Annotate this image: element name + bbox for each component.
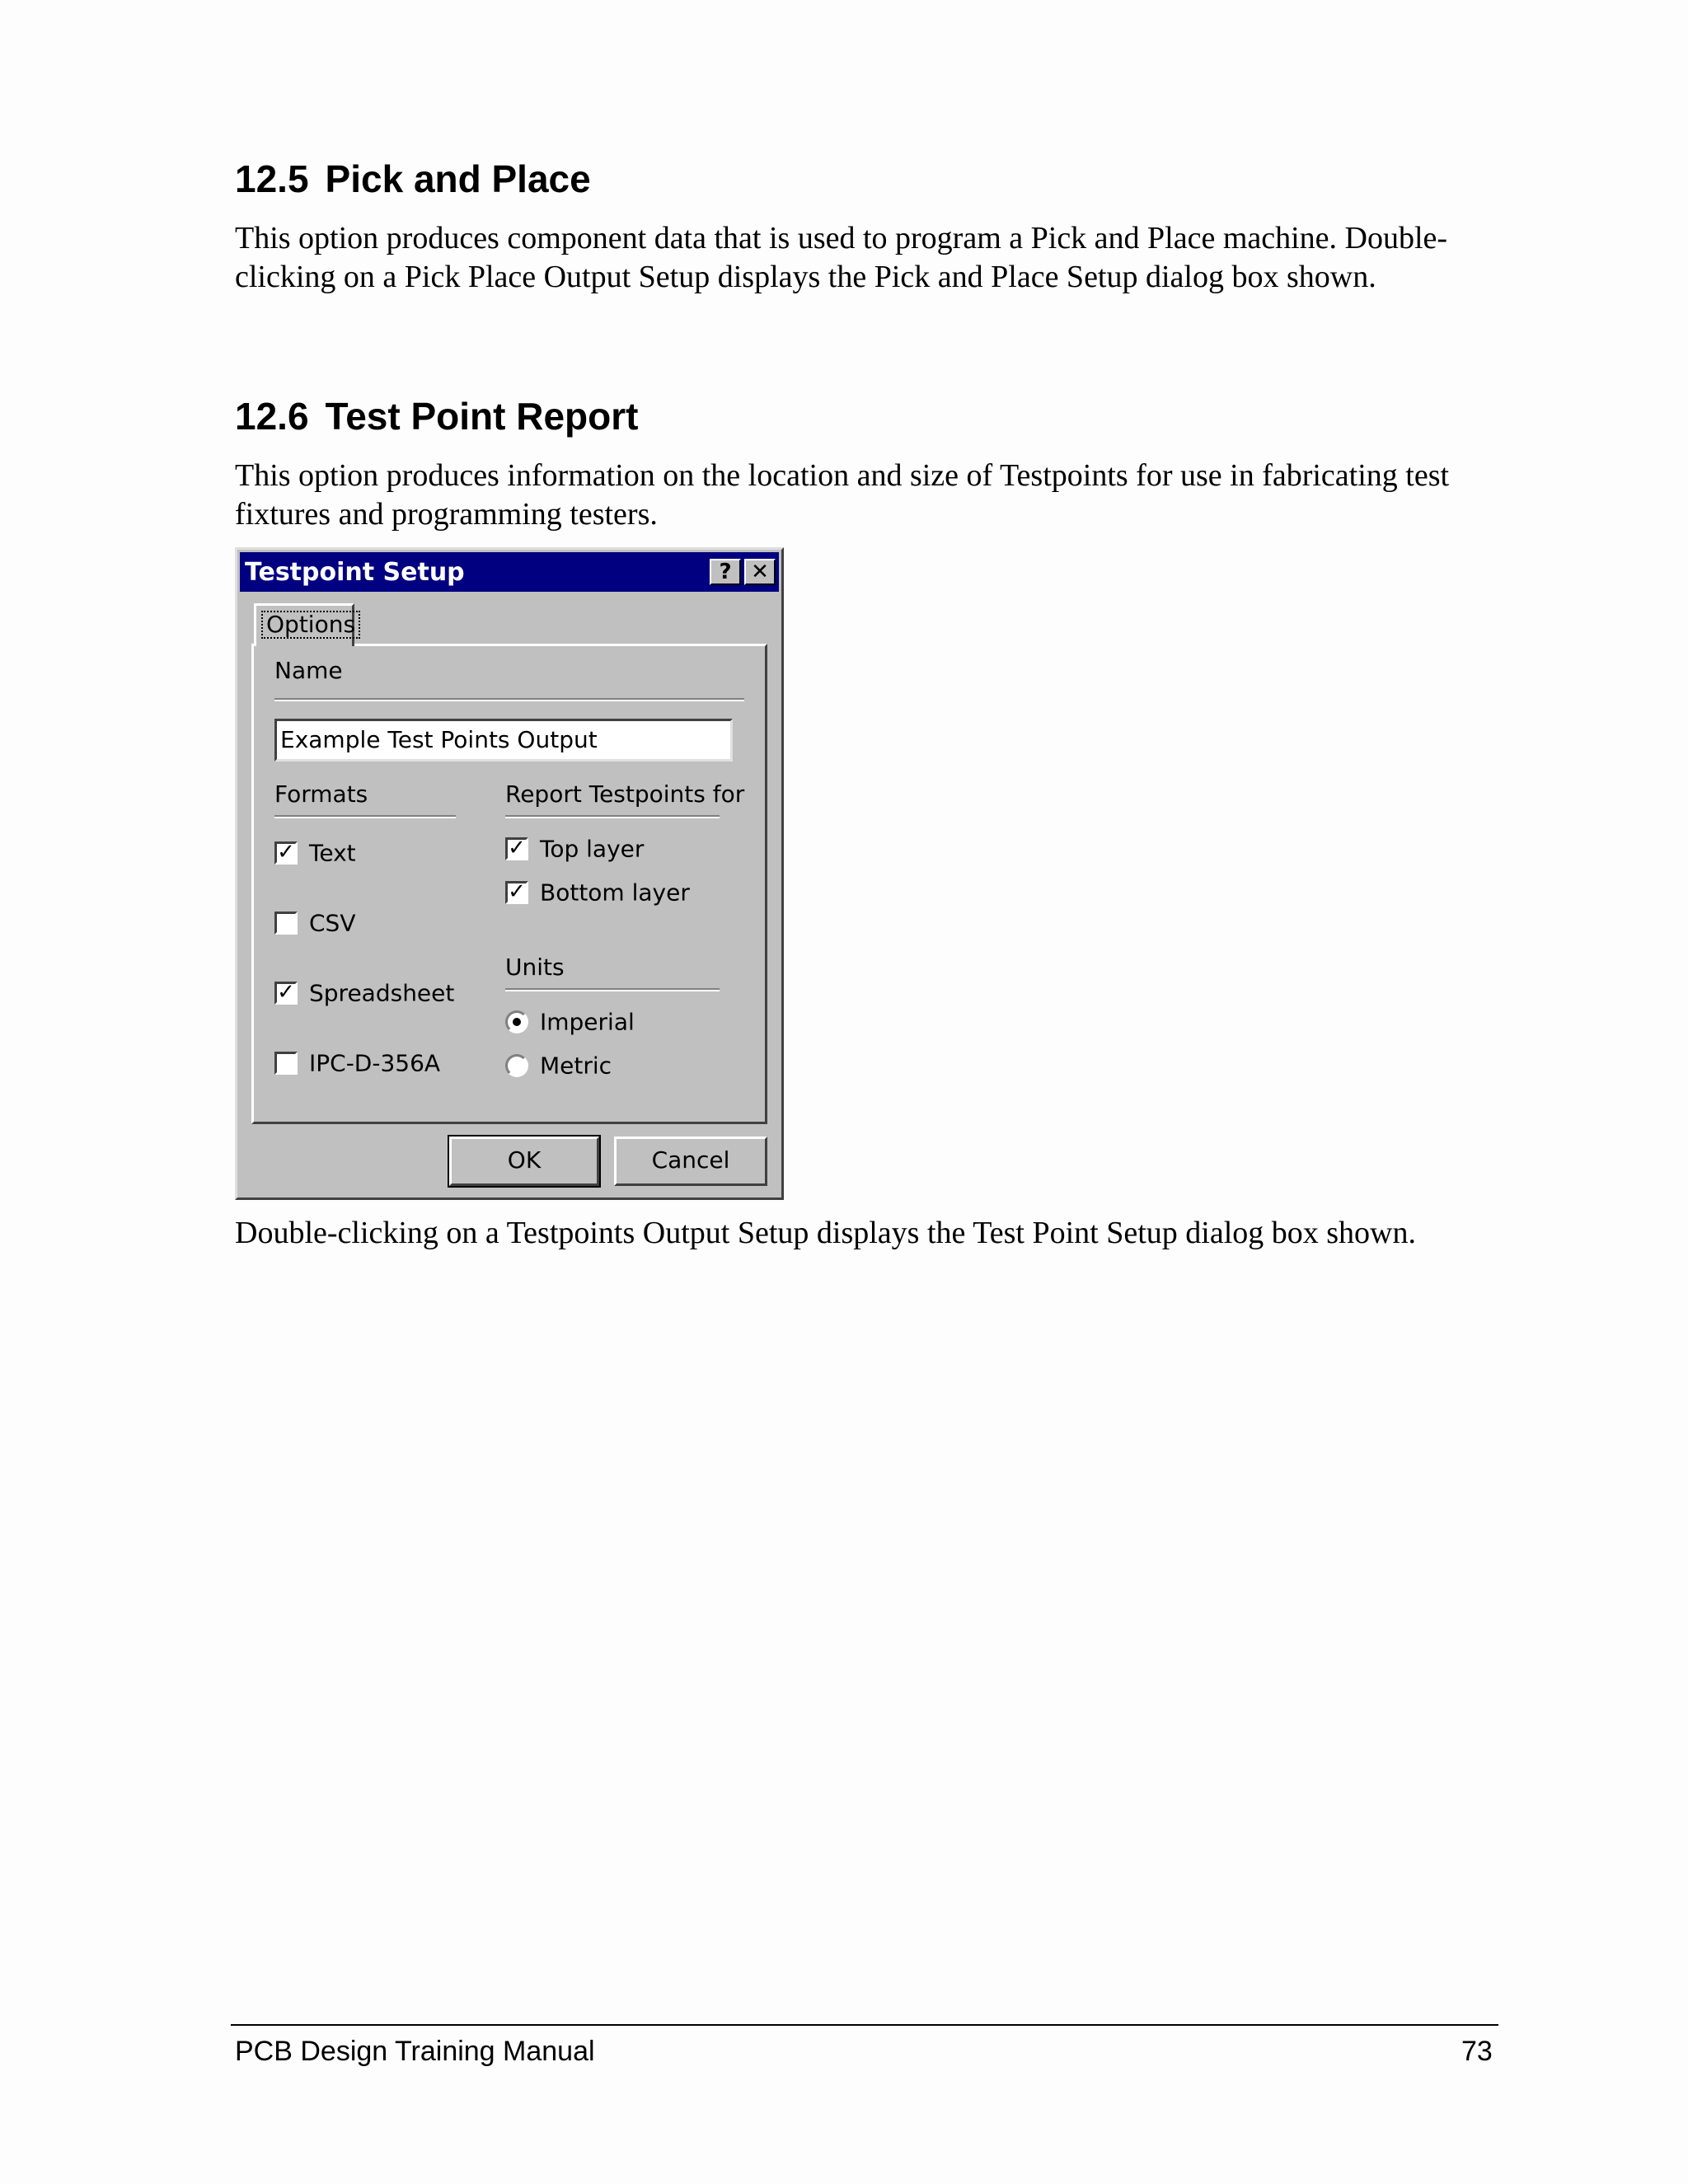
dialog-titlebar [240,552,779,592]
check-icon: ✓ [277,980,295,1005]
close-icon: ✕ [751,560,769,584]
section-12-5-body: This option produces component data that is used to program a Pick and Place machine. Double-clicking on a Pick Place Output Setup displays the Pick and Place Setup dialog box shown. [235,221,1448,294]
checkbox-box [274,1052,298,1075]
section-12-6-heading [235,394,638,438]
report-separator [505,815,720,818]
page-number: 73 [1461,2036,1493,2067]
radio-label: Imperial [540,1008,635,1036]
check-icon: ✓ [508,836,526,860]
help-button[interactable] [710,559,741,585]
cancel-button[interactable]: Cancel [614,1137,767,1186]
section-12-6-after-figure: Double-clicking on a Testpoints Output Setup displays the Test Point Setup dialog box shown. [235,1216,1416,1250]
formats-separator [274,815,456,818]
checkbox-box [274,841,298,865]
radio-circle [505,1010,528,1033]
radio-dot-icon [513,1018,521,1026]
spreadsheet-checkbox[interactable] [274,978,454,1008]
checkbox-box [505,837,528,860]
check-icon: ✓ [508,879,526,904]
checkbox-label: Top layer [540,835,645,863]
tab-label: Options [261,611,360,639]
help-icon: ? [719,560,732,584]
name-separator [274,698,744,701]
section-title: Test Point Report [325,395,639,438]
csv-checkbox[interactable] [274,908,355,938]
formats-label: Formats [274,780,368,808]
close-button[interactable] [744,559,776,585]
checkbox-box [274,912,298,935]
report-testpoints-label: Report Testpoints for [505,780,745,808]
checkbox-label: Bottom layer [540,879,690,907]
units-separator [505,988,720,991]
name-label: Name [274,657,343,684]
text-checkbox[interactable] [274,838,356,868]
name-input[interactable]: Example Test Points Output [274,719,733,762]
checkbox-box [274,982,298,1005]
checkbox-box [505,881,528,904]
units-label: Units [505,954,565,981]
check-icon: ✓ [277,840,295,865]
footer-rule [231,2024,1498,2026]
radio-circle [505,1054,528,1077]
section-number: 12.5 [235,157,309,200]
top-layer-checkbox[interactable] [505,834,644,864]
section-12-5-heading [235,157,591,201]
section-title: Pick and Place [325,157,591,200]
imperial-radio[interactable] [505,1007,635,1037]
radio-label: Metric [540,1052,612,1080]
testpoint-setup-dialog [235,547,784,1200]
checkbox-label: Text [309,839,356,867]
section-number: 12.6 [235,395,309,438]
checkbox-label: CSV [309,909,356,937]
checkbox-label: IPC-D-356A [309,1049,441,1077]
metric-radio[interactable] [505,1051,612,1080]
ipc-d-356a-checkbox[interactable] [274,1048,440,1078]
footer-title: PCB Design Training Manual [235,2036,595,2067]
ok-button[interactable]: OK [449,1137,599,1186]
bottom-layer-checkbox[interactable] [505,878,690,907]
section-12-6-body: This option produces information on the location and size of Testpoints for use in fabricating test fixtures and programming testers. [235,458,1450,532]
dialog-title: Testpoint Setup [245,558,465,587]
checkbox-label: Spreadsheet [309,979,455,1007]
tab-options[interactable] [254,603,354,646]
